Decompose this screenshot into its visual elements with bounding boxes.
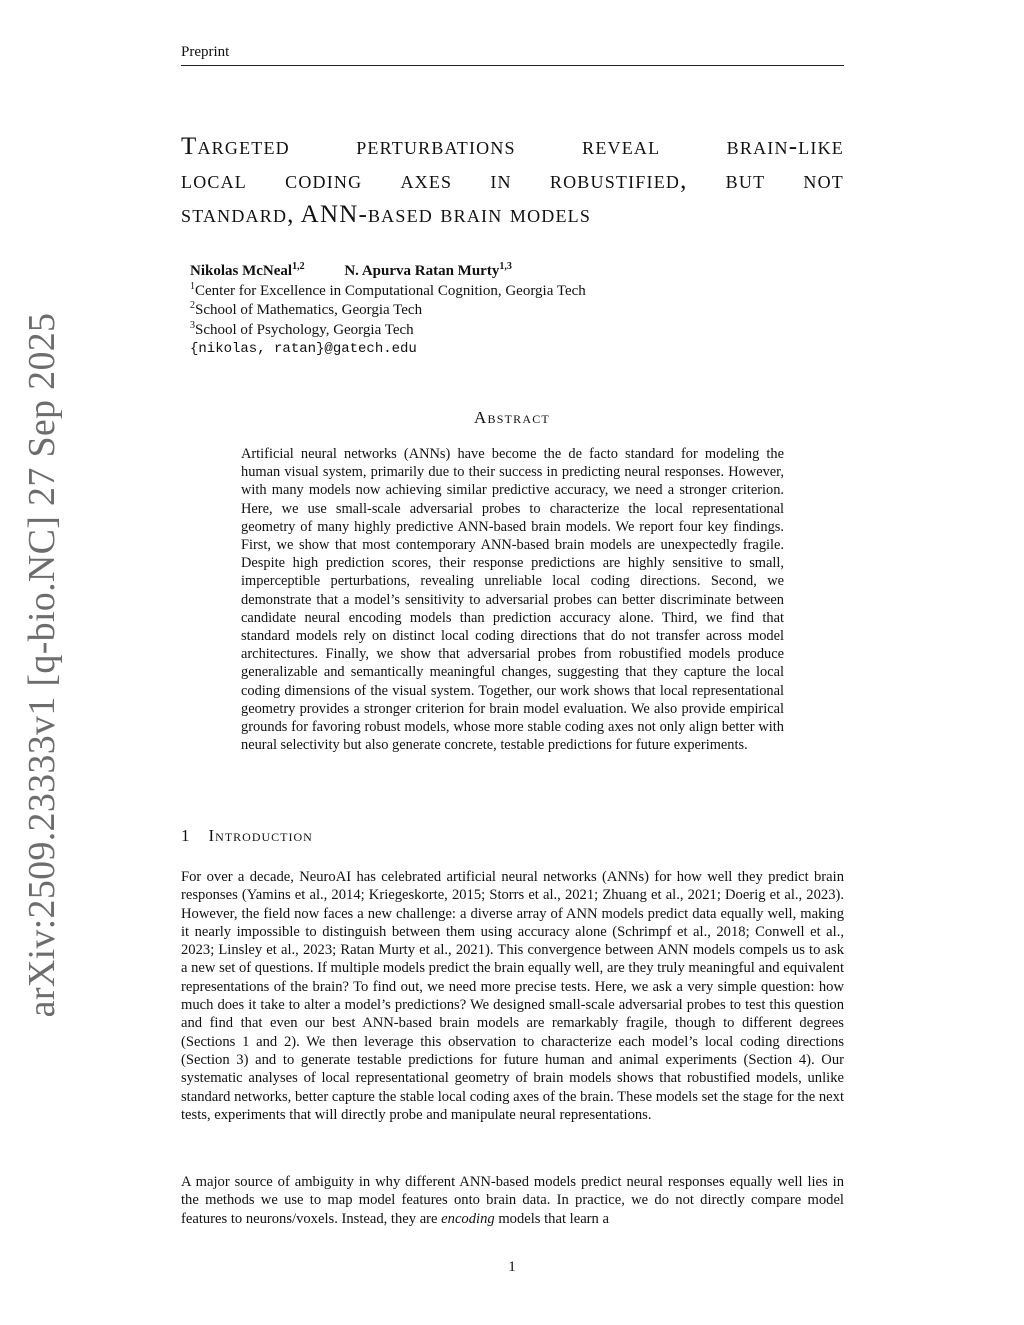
author-block — [190, 262, 586, 360]
running-header: Preprint — [181, 44, 230, 60]
abstract-text: Artificial neural networks (ANNs) have become the de facto standard for modeling the human visual system, primarily due to their success in predicting neural responses. However, with many models now achieving similar predictive accuracy, we need a stronger criterion. Here, we use small-scale adversarial probes to characterize the local representational geometry of many highly predictive ANN-based brain models. We report four key findings. First, we show that most contemporary ANN-based brain models are unexpectedly fragile. Despite high prediction scores, their response predictions are highly sensitive to small, imperceptible perturbations, revealing unreliable local coding directions. Second, we demonstrate that a model’s sensitivity to adversarial probes can better discriminate between candidate neural encoding models than prediction accuracy alone. Third, we find that standard models rely on distinct local coding directions that do not transfer across model architectures. Finally, we show that adversarial probes from robustified models produce generalizable and semantically meaningful changes, suggesting that they capture the local coding dimensions of the visual system. Together, our work shows that local representational geometry provides a stronger criterion for brain model evaluation. We also provide empirical grounds for favoring robust models, whose more stable coding axes not only align better with neural selectivity but also generate concrete, testable predictions for future experiments. — [241, 446, 784, 754]
section-title-text: Introduction — [208, 826, 313, 845]
author-1: Nikolas McNeal$^{1,2}$ — [190, 261, 305, 279]
title-line-1: Targeted perturbations reveal brain-like — [181, 133, 844, 160]
author-2: N. Apurva Ratan Murty$^{1,3}$ — [344, 261, 512, 279]
section-heading-introduction — [181, 826, 313, 846]
title-line-2: local coding axes in robustified, but not — [181, 167, 844, 194]
arxiv-sidebar-stamp: arXiv:2509.23333v1 [q-bio.NC] 27 Sep 2025 — [21, 312, 63, 1018]
header-rule — [181, 65, 844, 66]
affiliation-2: $^2$School of Mathematics, Georgia Tech — [190, 300, 423, 318]
intro-paragraph-1: For over a decade, NeuroAI has celebrated artificial neural networks (ANNs) for how well they predict brain responses (Yamins et al., 2014; Kriegeskorte, 2015; Storrs et al., 2021; Zhuang et al., 2021; Doerig et al., 2023). However, the field now faces a new challenge: a diverse array of ANN models predict data equally well, making it nearly impossible to distinguish between them using accuracy alone (Schrimpf et al., 2018; Conwell et al., 2023; Linsley et al., 2023; Ratan Murty et al., 2021). This convergence between ANN models compels us to ask a new set of questions. If multiple models predict the brain equally well, are they truly meaningful and equivalent representations of the brain? To find out, we need more precise tests. Here, we ask a very simple question: how much does it take to alter a model’s predictions? We designed small-scale adversarial probes to test this question and find that even our best ANN-based brain models are remarkably fragile, though to different degrees (Sections 1 and 2). We then leverage this observation to characterize each model’s local coding directions (Section 3) and to generate testable predictions for future human and animal experiments (Section 4). Our systematic analyses of local representational geometry of brain models shows that robustified models, unlike standard networks, better capture the stable local coding axes of the brain. These models set the stage for the next tests, experiments that will directly probe and manipulate neural representations. — [181, 869, 845, 1123]
affiliation-3: $^3$School of Psychology, Georgia Tech — [190, 319, 414, 338]
author-names — [190, 262, 586, 282]
title-line-3: standard, ANN-based brain models — [181, 201, 592, 228]
abstract-heading: Abstract — [474, 408, 550, 427]
intro-paragraph-2: A major source of ambiguity in why different ANN-based models predict neural responses equally well lies in the methods we use to map model features onto brain data. In practice, we do not directly compare model features to neurons/voxels. Instead, they are encoding models that learn a — [181, 1174, 844, 1227]
page-number: 1 — [508, 1259, 516, 1275]
paper-title — [181, 130, 844, 232]
author-emails: {nikolas, ratan}@gatech.edu — [190, 341, 417, 357]
emphasis-encoding: encoding — [441, 1210, 495, 1227]
section-number: 1 — [181, 826, 191, 845]
affiliation-1: $^1$Center for Excellence in Computational Cognition, Georgia Tech — [190, 280, 586, 299]
